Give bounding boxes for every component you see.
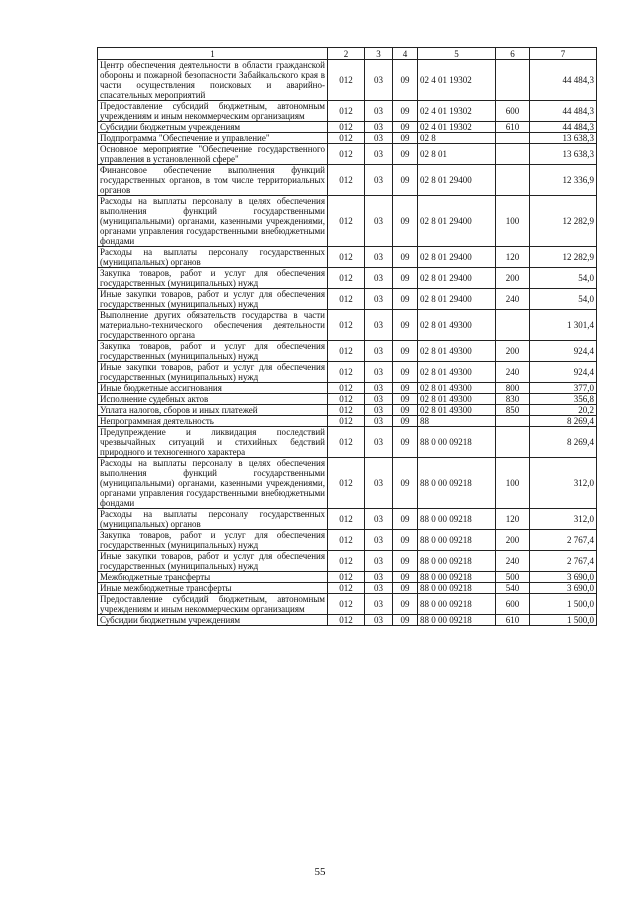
vr-code [496,310,530,341]
sum-value: 12 336,9 [530,165,597,196]
rz-code: 03 [365,615,393,626]
gr-code: 012 [328,341,365,362]
sum-value: 54,0 [530,289,597,310]
header-cell-5: 5 [418,48,496,60]
csr-code: 02 4 01 19302 [418,101,496,122]
page-number: 55 [314,866,326,878]
header-cell-6: 6 [496,48,530,60]
vr-code: 200 [496,268,530,289]
rz-code: 03 [365,247,393,268]
vr-code: 240 [496,289,530,310]
gr-code: 012 [328,101,365,122]
rz-code: 03 [365,101,393,122]
table-row [98,458,597,509]
pr-code: 09 [393,405,418,416]
gr-code: 012 [328,196,365,247]
row-name: Финансовое обеспечение выполнения функций государственных органов, в том числе территориальных органов [98,165,328,196]
gr-code: 012 [328,427,365,458]
csr-code: 88 0 00 09218 [418,615,496,626]
gr-code: 012 [328,572,365,583]
vr-code: 800 [496,383,530,394]
row-name: Центр обеспечения деятельности в области гражданской обороны и пожарной безопасности Забайкальского края в части осуществления поисковых и аварийно-спасательных мероприятий [98,60,328,101]
row-name: Иные закупки товаров, работ и услуг для обеспечения государственных (муниципальных) нужд [98,362,328,383]
row-name: Закупка товаров, работ и услуг для обеспечения государственных (муниципальных) нужд [98,530,328,551]
table-row [98,310,597,341]
row-name: Субсидии бюджетным учреждениям [98,122,328,133]
rz-code: 03 [365,530,393,551]
row-name: Субсидии бюджетным учреждениям [98,615,328,626]
pr-code: 09 [393,196,418,247]
csr-code: 88 0 00 09218 [418,594,496,615]
vr-code: 120 [496,247,530,268]
gr-code: 012 [328,583,365,594]
table-row [98,144,597,165]
gr-code: 012 [328,268,365,289]
csr-code: 02 8 01 49300 [418,341,496,362]
pr-code: 09 [393,583,418,594]
csr-code: 02 8 01 29400 [418,247,496,268]
table-row [98,405,597,416]
header-cell-3: 3 [365,48,393,60]
sum-value: 1 500,0 [530,594,597,615]
rz-code: 03 [365,341,393,362]
gr-code: 012 [328,394,365,405]
pr-code: 09 [393,289,418,310]
rz-code: 03 [365,310,393,341]
pr-code: 09 [393,165,418,196]
pr-code: 09 [393,60,418,101]
csr-code: 02 8 01 49300 [418,394,496,405]
vr-code: 200 [496,530,530,551]
pr-code: 09 [393,341,418,362]
table-row [98,615,597,626]
sum-value: 924,4 [530,341,597,362]
table-row [98,341,597,362]
csr-code: 88 0 00 09218 [418,427,496,458]
pr-code: 09 [393,247,418,268]
rz-code: 03 [365,165,393,196]
vr-code: 120 [496,509,530,530]
gr-code: 012 [328,405,365,416]
sum-value: 924,4 [530,362,597,383]
gr-code: 012 [328,289,365,310]
rz-code: 03 [365,594,393,615]
gr-code: 012 [328,165,365,196]
table-row [98,551,597,572]
gr-code: 012 [328,122,365,133]
vr-code [496,165,530,196]
gr-code: 012 [328,144,365,165]
csr-code: 88 [418,416,496,427]
csr-code: 02 8 01 29400 [418,196,496,247]
header-cell-1: 1 [98,48,328,60]
csr-code: 88 0 00 09218 [418,530,496,551]
row-name: Уплата налогов, сборов и иных платежей [98,405,328,416]
vr-code: 500 [496,572,530,583]
row-name: Иные межбюджетные трансферты [98,583,328,594]
csr-code: 02 8 01 29400 [418,165,496,196]
rz-code: 03 [365,405,393,416]
rz-code: 03 [365,583,393,594]
csr-code: 88 0 00 09218 [418,583,496,594]
sum-value: 12 282,9 [530,196,597,247]
rz-code: 03 [365,427,393,458]
header-cell-4: 4 [393,48,418,60]
row-name: Иные закупки товаров, работ и услуг для обеспечения государственных (муниципальных) нужд [98,289,328,310]
vr-code: 100 [496,458,530,509]
pr-code: 09 [393,122,418,133]
gr-code: 012 [328,594,365,615]
pr-code: 09 [393,144,418,165]
rz-code: 03 [365,133,393,144]
csr-code: 02 8 01 29400 [418,268,496,289]
gr-code: 012 [328,60,365,101]
vr-code [496,416,530,427]
vr-code: 850 [496,405,530,416]
sum-value: 312,0 [530,458,597,509]
rz-code: 03 [365,122,393,133]
gr-code: 012 [328,551,365,572]
pr-code: 09 [393,551,418,572]
vr-code: 240 [496,362,530,383]
sum-value: 54,0 [530,268,597,289]
csr-code: 02 4 01 19302 [418,122,496,133]
pr-code: 09 [393,458,418,509]
vr-code: 610 [496,615,530,626]
vr-code [496,133,530,144]
vr-code [496,144,530,165]
vr-code: 200 [496,341,530,362]
table-row [98,383,597,394]
pr-code: 09 [393,572,418,583]
pr-code: 09 [393,133,418,144]
pr-code: 09 [393,394,418,405]
pr-code: 09 [393,427,418,458]
row-name: Иные закупки товаров, работ и услуг для обеспечения государственных (муниципальных) нужд [98,551,328,572]
sum-value: 8 269,4 [530,416,597,427]
sum-value: 13 638,3 [530,133,597,144]
rz-code: 03 [365,572,393,583]
vr-code: 540 [496,583,530,594]
pr-code: 09 [393,101,418,122]
vr-code [496,60,530,101]
row-name: Межбюджетные трансферты [98,572,328,583]
row-name: Предоставление субсидий бюджетным, автономным учреждениям и иным некоммерческим организациям [98,101,328,122]
row-name: Расходы на выплаты персоналу в целях обеспечения выполнения функций государственными (муниципальными) органами, казенными учреждениями, органами управления государственными внебюджетными фондами [98,196,328,247]
gr-code: 012 [328,509,365,530]
table-row [98,289,597,310]
vr-code: 830 [496,394,530,405]
row-name: Закупка товаров, работ и услуг для обеспечения государственных (муниципальных) нужд [98,268,328,289]
csr-code: 02 8 01 29400 [418,289,496,310]
table-row [98,101,597,122]
rz-code: 03 [365,289,393,310]
rz-code: 03 [365,60,393,101]
table-row [98,594,597,615]
sum-value: 13 638,3 [530,144,597,165]
row-name: Предоставление субсидий бюджетным, автономным учреждениям и иным некоммерческим организациям [98,594,328,615]
gr-code: 012 [328,383,365,394]
table-row [98,122,597,133]
sum-value: 1 301,4 [530,310,597,341]
gr-code: 012 [328,458,365,509]
header-cell-2: 2 [328,48,365,60]
gr-code: 012 [328,362,365,383]
rz-code: 03 [365,144,393,165]
gr-code: 012 [328,133,365,144]
sum-value: 12 282,9 [530,247,597,268]
sum-value: 2 767,4 [530,551,597,572]
rz-code: 03 [365,362,393,383]
vr-code: 610 [496,122,530,133]
csr-code: 02 8 01 49300 [418,383,496,394]
row-name: Основное мероприятие "Обеспечение государственного управления в установленной сфере" [98,144,328,165]
row-name: Исполнение судебных актов [98,394,328,405]
table-row [98,268,597,289]
gr-code: 012 [328,247,365,268]
gr-code: 012 [328,310,365,341]
row-name: Расходы на выплаты персоналу государственных (муниципальных) органов [98,247,328,268]
sum-value: 44 484,3 [530,101,597,122]
vr-code: 600 [496,101,530,122]
pr-code: 09 [393,615,418,626]
row-name: Подпрограмма "Обеспечение и управление" [98,133,328,144]
sum-value: 2 767,4 [530,530,597,551]
gr-code: 012 [328,615,365,626]
row-name: Расходы на выплаты персоналу государственных (муниципальных) органов [98,509,328,530]
pr-code: 09 [393,594,418,615]
table-row [98,583,597,594]
sum-value: 377,0 [530,383,597,394]
rz-code: 03 [365,416,393,427]
table-row [98,196,597,247]
rz-code: 03 [365,458,393,509]
table-row [98,247,597,268]
sum-value: 312,0 [530,509,597,530]
table-row [98,530,597,551]
csr-code: 88 0 00 09218 [418,458,496,509]
rz-code: 03 [365,196,393,247]
rz-code: 03 [365,551,393,572]
row-name: Непрограммная деятельность [98,416,328,427]
row-name: Расходы на выплаты персоналу в целях обеспечения выполнения функций государственными (муниципальными) органами, казенными учреждениями, органами управления государственными внебюджетными фондами [98,458,328,509]
table-row [98,133,597,144]
rz-code: 03 [365,383,393,394]
rz-code: 03 [365,394,393,405]
table-row [98,509,597,530]
table-row [98,416,597,427]
table-row [98,572,597,583]
row-name: Предупреждение и ликвидация последствий чрезвычайных ситуаций и стихийных бедствий природного и техногенного характера [98,427,328,458]
csr-code: 02 8 01 [418,144,496,165]
sum-value: 3 690,0 [530,583,597,594]
vr-code: 100 [496,196,530,247]
sum-value: 356,8 [530,394,597,405]
table-row [98,362,597,383]
sum-value: 44 484,3 [530,60,597,101]
rz-code: 03 [365,268,393,289]
csr-code: 88 0 00 09218 [418,572,496,583]
header-cell-7: 7 [530,48,597,60]
pr-code: 09 [393,509,418,530]
table-header-row [98,48,597,60]
pr-code: 09 [393,416,418,427]
csr-code: 02 4 01 19302 [418,60,496,101]
sum-value: 8 269,4 [530,427,597,458]
sum-value: 1 500,0 [530,615,597,626]
rz-code: 03 [365,509,393,530]
csr-code: 88 0 00 09218 [418,551,496,572]
table-row [98,165,597,196]
budget-table [97,47,597,626]
csr-code: 02 8 01 49300 [418,310,496,341]
table-row [98,427,597,458]
sum-value: 44 484,3 [530,122,597,133]
vr-code: 600 [496,594,530,615]
csr-code: 02 8 01 49300 [418,405,496,416]
row-name: Закупка товаров, работ и услуг для обеспечения государственных (муниципальных) нужд [98,341,328,362]
pr-code: 09 [393,362,418,383]
table-row [98,60,597,101]
vr-code: 240 [496,551,530,572]
csr-code: 02 8 [418,133,496,144]
row-name: Иные бюджетные ассигнования [98,383,328,394]
gr-code: 012 [328,530,365,551]
sum-value: 20,2 [530,405,597,416]
pr-code: 09 [393,383,418,394]
budget-table-body [98,48,597,626]
row-name: Выполнение других обязательств государства в части материально-технического обеспечения деятельности государственного органа [98,310,328,341]
pr-code: 09 [393,530,418,551]
sum-value: 3 690,0 [530,572,597,583]
gr-code: 012 [328,416,365,427]
csr-code: 02 8 01 49300 [418,362,496,383]
pr-code: 09 [393,268,418,289]
pr-code: 09 [393,310,418,341]
csr-code: 88 0 00 09218 [418,509,496,530]
vr-code [496,427,530,458]
table-row [98,394,597,405]
